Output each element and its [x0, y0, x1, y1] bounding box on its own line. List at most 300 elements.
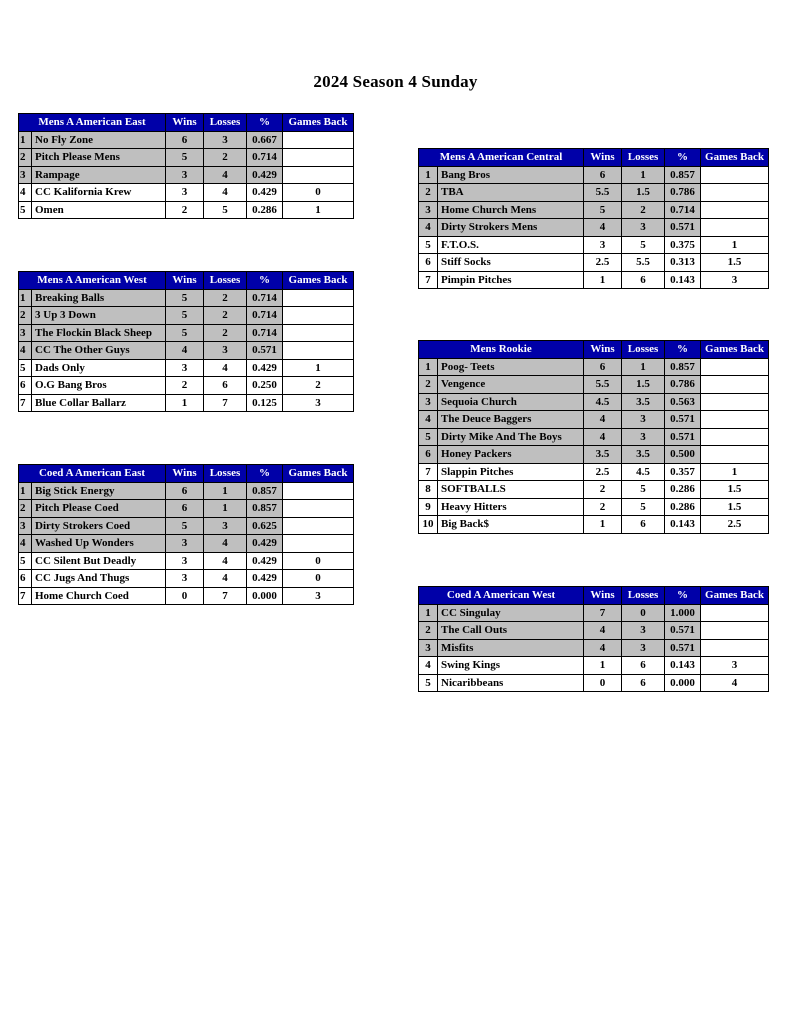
pct-cell: 0.714: [665, 201, 701, 219]
games-back-cell: 3: [283, 394, 354, 412]
team-cell: Misfits: [438, 639, 584, 657]
rank-cell: 5: [419, 674, 438, 692]
team-cell: Pimpin Pitches: [438, 271, 584, 289]
losses-cell: 5: [622, 498, 665, 516]
team-cell: Dads Only: [32, 359, 166, 377]
table-header-row: [19, 272, 354, 290]
table-row: [419, 411, 769, 429]
pct-cell: 0.625: [247, 517, 283, 535]
col-header-wins: Wins: [584, 587, 622, 605]
table-header-row: [419, 587, 769, 605]
games-back-cell: 1: [283, 201, 354, 219]
table-row: [419, 639, 769, 657]
table-row: [419, 498, 769, 516]
table-row: [19, 131, 354, 149]
col-header-pct: %: [247, 465, 283, 483]
pct-cell: 0.313: [665, 254, 701, 272]
wins-cell: 7: [584, 604, 622, 622]
wins-cell: 4: [584, 622, 622, 640]
team-cell: Poog- Teets: [438, 358, 584, 376]
games-back-cell: [701, 428, 769, 446]
table-row: [419, 393, 769, 411]
table-row: [19, 307, 354, 325]
pct-cell: 0.714: [247, 149, 283, 167]
team-cell: CC The Other Guys: [32, 342, 166, 360]
losses-cell: 5: [622, 481, 665, 499]
table-row: [19, 517, 354, 535]
standings-table-mens-a-american-west: [18, 271, 354, 412]
table-header-row: [19, 114, 354, 132]
col-header-pct: %: [247, 114, 283, 132]
losses-cell: 3.5: [622, 393, 665, 411]
table-row: [419, 463, 769, 481]
rank-cell: 2: [19, 149, 32, 167]
pct-cell: 0.429: [247, 552, 283, 570]
losses-cell: 6: [622, 271, 665, 289]
table-host-mens-a-american-central: [418, 148, 769, 289]
wins-cell: 2.5: [584, 463, 622, 481]
wins-cell: 4.5: [584, 393, 622, 411]
pct-cell: 0.125: [247, 394, 283, 412]
table-row: [19, 324, 354, 342]
col-header-pct: %: [247, 272, 283, 290]
pct-cell: 0.429: [247, 535, 283, 553]
team-cell: 3 Up 3 Down: [32, 307, 166, 325]
rank-cell: 1: [419, 604, 438, 622]
rank-cell: 10: [419, 516, 438, 534]
team-cell: Dirty Mike And The Boys: [438, 428, 584, 446]
games-back-cell: 4: [701, 674, 769, 692]
wins-cell: 6: [166, 131, 204, 149]
wins-cell: 1: [584, 271, 622, 289]
team-cell: CC Kalifornia Krew: [32, 184, 166, 202]
rank-cell: 6: [19, 377, 32, 395]
pct-cell: 0.143: [665, 271, 701, 289]
pct-cell: 0.429: [247, 166, 283, 184]
games-back-cell: [283, 535, 354, 553]
table-row: [19, 149, 354, 167]
team-cell: Rampage: [32, 166, 166, 184]
rank-cell: 2: [419, 184, 438, 202]
losses-cell: 6: [204, 377, 247, 395]
games-back-cell: 1: [283, 359, 354, 377]
table-row: [419, 376, 769, 394]
team-cell: Sequoia Church: [438, 393, 584, 411]
pct-cell: 0.571: [665, 411, 701, 429]
games-back-cell: [701, 358, 769, 376]
losses-cell: 7: [204, 394, 247, 412]
rank-cell: 6: [419, 446, 438, 464]
wins-cell: 6: [166, 482, 204, 500]
wins-cell: 2: [584, 481, 622, 499]
col-header-games-back: Games Back: [701, 341, 769, 359]
games-back-cell: 1: [701, 236, 769, 254]
pct-cell: 0.571: [665, 428, 701, 446]
pct-cell: 0.563: [665, 393, 701, 411]
col-header-wins: Wins: [584, 149, 622, 167]
rank-cell: 5: [19, 552, 32, 570]
col-header-pct: %: [665, 341, 701, 359]
pct-cell: 0.357: [665, 463, 701, 481]
col-header-games-back: Games Back: [701, 587, 769, 605]
losses-cell: 4: [204, 359, 247, 377]
pct-cell: 0.786: [665, 184, 701, 202]
rank-cell: 5: [19, 359, 32, 377]
losses-cell: 3: [204, 131, 247, 149]
rank-cell: 4: [419, 657, 438, 675]
pct-cell: 0.250: [247, 377, 283, 395]
standings-table-coed-a-american-west: [418, 586, 769, 692]
rank-cell: 1: [419, 358, 438, 376]
team-cell: Blue Collar Ballarz: [32, 394, 166, 412]
games-back-cell: [701, 201, 769, 219]
games-back-cell: [701, 166, 769, 184]
team-cell: Stiff Socks: [438, 254, 584, 272]
col-header-losses: Losses: [204, 272, 247, 290]
team-cell: Honey Packers: [438, 446, 584, 464]
table-row: [19, 359, 354, 377]
losses-cell: 3: [622, 428, 665, 446]
wins-cell: 5: [166, 149, 204, 167]
games-back-cell: [283, 517, 354, 535]
pct-cell: 0.714: [247, 307, 283, 325]
games-back-cell: 3: [701, 271, 769, 289]
wins-cell: 1: [584, 657, 622, 675]
losses-cell: 6: [622, 657, 665, 675]
rank-cell: 2: [19, 500, 32, 518]
wins-cell: 1: [584, 516, 622, 534]
games-back-cell: 1.5: [701, 498, 769, 516]
losses-cell: 1: [622, 358, 665, 376]
losses-cell: 1.5: [622, 376, 665, 394]
losses-cell: 1: [204, 500, 247, 518]
pct-cell: 0.500: [665, 446, 701, 464]
wins-cell: 2: [166, 377, 204, 395]
wins-cell: 6: [166, 500, 204, 518]
losses-cell: 4: [204, 570, 247, 588]
team-cell: Omen: [32, 201, 166, 219]
games-back-cell: 2: [283, 377, 354, 395]
rank-cell: 6: [19, 570, 32, 588]
team-cell: O.G Bang Bros: [32, 377, 166, 395]
wins-cell: 4: [166, 342, 204, 360]
games-back-cell: [283, 324, 354, 342]
wins-cell: 4: [584, 428, 622, 446]
wins-cell: 0: [166, 587, 204, 605]
pct-cell: 0.286: [665, 498, 701, 516]
col-header-losses: Losses: [622, 587, 665, 605]
col-header-games-back: Games Back: [701, 149, 769, 167]
team-cell: F.T.O.S.: [438, 236, 584, 254]
wins-cell: 5: [166, 517, 204, 535]
wins-cell: 3.5: [584, 446, 622, 464]
losses-cell: 3: [204, 342, 247, 360]
pct-cell: 0.000: [247, 587, 283, 605]
wins-cell: 2: [584, 498, 622, 516]
wins-cell: 3: [166, 166, 204, 184]
pct-cell: 0.857: [247, 500, 283, 518]
pct-cell: 0.571: [665, 219, 701, 237]
wins-cell: 2: [166, 201, 204, 219]
team-cell: Dirty Strokers Coed: [32, 517, 166, 535]
team-cell: Home Church Coed: [32, 587, 166, 605]
col-header-wins: Wins: [166, 272, 204, 290]
games-back-cell: 0: [283, 552, 354, 570]
rank-cell: 2: [419, 376, 438, 394]
table-header-row: [419, 149, 769, 167]
games-back-cell: 1: [701, 463, 769, 481]
wins-cell: 5: [166, 289, 204, 307]
table-row: [419, 166, 769, 184]
table-row: [419, 481, 769, 499]
table-row: [419, 184, 769, 202]
rank-cell: 3: [19, 324, 32, 342]
rank-cell: 7: [19, 587, 32, 605]
games-back-cell: [701, 604, 769, 622]
team-cell: Breaking Balls: [32, 289, 166, 307]
wins-cell: 4: [584, 639, 622, 657]
standings-table-mens-rookie: [418, 340, 769, 534]
table-row: [419, 201, 769, 219]
losses-cell: 4.5: [622, 463, 665, 481]
table-row: [19, 289, 354, 307]
games-back-cell: [701, 622, 769, 640]
table-title: Mens A American East: [19, 114, 166, 132]
pct-cell: 0.571: [247, 342, 283, 360]
rank-cell: 7: [419, 271, 438, 289]
rank-cell: 6: [419, 254, 438, 272]
games-back-cell: [283, 500, 354, 518]
pct-cell: 0.571: [665, 622, 701, 640]
pct-cell: 0.571: [665, 639, 701, 657]
table-row: [19, 570, 354, 588]
wins-cell: 3: [166, 535, 204, 553]
table-row: [19, 552, 354, 570]
team-cell: Swing Kings: [438, 657, 584, 675]
pct-cell: 0.667: [247, 131, 283, 149]
losses-cell: 7: [204, 587, 247, 605]
team-cell: TBA: [438, 184, 584, 202]
pct-cell: 0.375: [665, 236, 701, 254]
games-back-cell: [283, 166, 354, 184]
games-back-cell: [701, 376, 769, 394]
pct-cell: 1.000: [665, 604, 701, 622]
table-row: [419, 428, 769, 446]
rank-cell: 3: [419, 639, 438, 657]
wins-cell: 3: [166, 552, 204, 570]
pct-cell: 0.429: [247, 570, 283, 588]
pct-cell: 0.143: [665, 516, 701, 534]
losses-cell: 3: [622, 411, 665, 429]
table-row: [419, 219, 769, 237]
losses-cell: 4: [204, 184, 247, 202]
wins-cell: 5.5: [584, 184, 622, 202]
table-row: [19, 201, 354, 219]
losses-cell: 3: [204, 517, 247, 535]
wins-cell: 3: [166, 359, 204, 377]
losses-cell: 1: [204, 482, 247, 500]
rank-cell: 1: [19, 482, 32, 500]
losses-cell: 2: [622, 201, 665, 219]
col-header-games-back: Games Back: [283, 272, 354, 290]
rank-cell: 3: [19, 517, 32, 535]
games-back-cell: 2.5: [701, 516, 769, 534]
wins-cell: 2.5: [584, 254, 622, 272]
table-row: [419, 271, 769, 289]
team-cell: Bang Bros: [438, 166, 584, 184]
table-row: [19, 535, 354, 553]
table-host-coed-a-american-east: [18, 464, 354, 605]
col-header-wins: Wins: [584, 341, 622, 359]
team-cell: The Call Outs: [438, 622, 584, 640]
rank-cell: 1: [419, 166, 438, 184]
rank-cell: 2: [419, 622, 438, 640]
table-row: [19, 184, 354, 202]
rank-cell: 4: [19, 535, 32, 553]
table-row: [19, 587, 354, 605]
wins-cell: 5: [166, 307, 204, 325]
team-cell: Pitch Please Mens: [32, 149, 166, 167]
rank-cell: 5: [19, 201, 32, 219]
rank-cell: 5: [419, 236, 438, 254]
games-back-cell: [701, 184, 769, 202]
rank-cell: 7: [419, 463, 438, 481]
team-cell: Heavy Hitters: [438, 498, 584, 516]
team-cell: Pitch Please Coed: [32, 500, 166, 518]
wins-cell: 3: [166, 184, 204, 202]
table-row: [419, 254, 769, 272]
table-row: [419, 604, 769, 622]
table-title: Coed A American East: [19, 465, 166, 483]
table-header-row: [19, 465, 354, 483]
wins-cell: 5.5: [584, 376, 622, 394]
losses-cell: 4: [204, 535, 247, 553]
losses-cell: 3: [622, 639, 665, 657]
team-cell: Big Back$: [438, 516, 584, 534]
team-cell: The Deuce Baggers: [438, 411, 584, 429]
team-cell: Vengence: [438, 376, 584, 394]
games-back-cell: 1.5: [701, 481, 769, 499]
wins-cell: 4: [584, 219, 622, 237]
col-header-pct: %: [665, 149, 701, 167]
losses-cell: 2: [204, 289, 247, 307]
losses-cell: 2: [204, 307, 247, 325]
games-back-cell: 0: [283, 570, 354, 588]
team-cell: Home Church Mens: [438, 201, 584, 219]
pct-cell: 0.714: [247, 324, 283, 342]
table-row: [419, 622, 769, 640]
standings-table-mens-a-american-east: [18, 113, 354, 219]
games-back-cell: [701, 411, 769, 429]
wins-cell: 5: [166, 324, 204, 342]
losses-cell: 3: [622, 219, 665, 237]
standings-table-mens-a-american-central: [418, 148, 769, 289]
losses-cell: 1: [622, 166, 665, 184]
table-row: [19, 482, 354, 500]
team-cell: CC Singulay: [438, 604, 584, 622]
pct-cell: 0.429: [247, 184, 283, 202]
games-back-cell: [701, 219, 769, 237]
wins-cell: 3: [166, 570, 204, 588]
rank-cell: 5: [419, 428, 438, 446]
table-host-coed-a-american-west: [418, 586, 769, 692]
games-back-cell: [283, 289, 354, 307]
wins-cell: 0: [584, 674, 622, 692]
table-row: [19, 394, 354, 412]
losses-cell: 5: [622, 236, 665, 254]
team-cell: SOFTBALLS: [438, 481, 584, 499]
table-row: [19, 342, 354, 360]
standings-table-coed-a-american-east: [18, 464, 354, 605]
games-back-cell: [701, 393, 769, 411]
team-cell: Nicaribbeans: [438, 674, 584, 692]
rank-cell: 3: [19, 166, 32, 184]
col-header-games-back: Games Back: [283, 114, 354, 132]
games-back-cell: [283, 482, 354, 500]
team-cell: CC Silent But Deadly: [32, 552, 166, 570]
table-title: Mens A American Central: [419, 149, 584, 167]
team-cell: CC Jugs And Thugs: [32, 570, 166, 588]
col-header-wins: Wins: [166, 114, 204, 132]
table-host-mens-rookie: [418, 340, 769, 534]
pct-cell: 0.000: [665, 674, 701, 692]
table-title: Coed A American West: [419, 587, 584, 605]
col-header-losses: Losses: [622, 149, 665, 167]
table-row: [419, 446, 769, 464]
losses-cell: 4: [204, 166, 247, 184]
rank-cell: 4: [19, 184, 32, 202]
pct-cell: 0.429: [247, 359, 283, 377]
pct-cell: 0.786: [665, 376, 701, 394]
rank-cell: 2: [19, 307, 32, 325]
page-title: 2024 Season 4 Sunday: [313, 72, 478, 91]
games-back-cell: [701, 446, 769, 464]
losses-cell: 0: [622, 604, 665, 622]
table-title: Mens A American West: [19, 272, 166, 290]
table-row: [419, 674, 769, 692]
team-cell: No Fly Zone: [32, 131, 166, 149]
games-back-cell: [283, 131, 354, 149]
col-header-losses: Losses: [622, 341, 665, 359]
col-header-losses: Losses: [204, 465, 247, 483]
rank-cell: 4: [419, 219, 438, 237]
rank-cell: 1: [19, 289, 32, 307]
team-cell: Big Stick Energy: [32, 482, 166, 500]
wins-cell: 4: [584, 411, 622, 429]
games-back-cell: [283, 307, 354, 325]
rank-cell: 4: [19, 342, 32, 360]
table-row: [419, 657, 769, 675]
rank-cell: 3: [419, 201, 438, 219]
col-header-losses: Losses: [204, 114, 247, 132]
table-row: [19, 377, 354, 395]
table-host-mens-a-american-west: [18, 271, 354, 412]
col-header-wins: Wins: [166, 465, 204, 483]
losses-cell: 5: [204, 201, 247, 219]
games-back-cell: 3: [283, 587, 354, 605]
pct-cell: 0.714: [247, 289, 283, 307]
table-row: [419, 236, 769, 254]
wins-cell: 6: [584, 166, 622, 184]
wins-cell: 1: [166, 394, 204, 412]
wins-cell: 6: [584, 358, 622, 376]
pct-cell: 0.857: [665, 166, 701, 184]
rank-cell: 1: [19, 131, 32, 149]
team-cell: The Flockin Black Sheep: [32, 324, 166, 342]
wins-cell: 3: [584, 236, 622, 254]
games-back-cell: [283, 342, 354, 360]
losses-cell: 6: [622, 674, 665, 692]
